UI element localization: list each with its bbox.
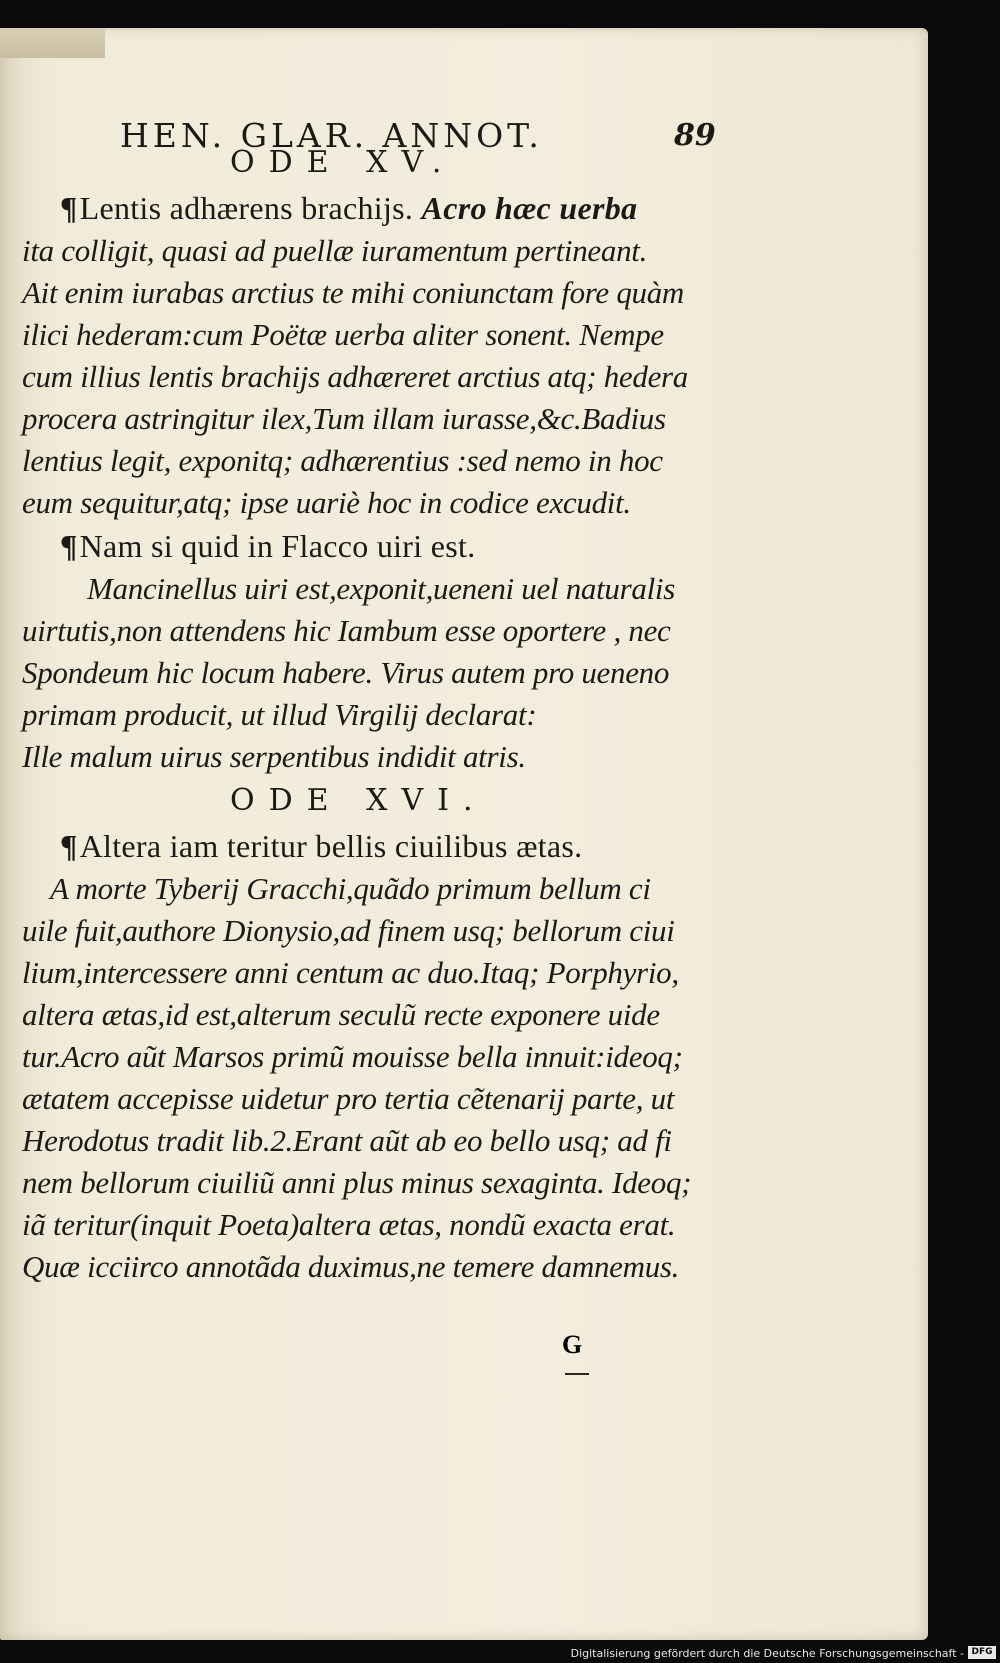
lemma-text: Nam si quid in Flacco uiri est.	[79, 528, 476, 564]
text-line: Herodotus tradit lib.2.Erant aũt ab eo bello usq; ad fi	[22, 1123, 672, 1158]
text-line: Quæ icciirco annotãda duximus,ne temere damnemus.	[22, 1249, 680, 1284]
text-line: ita colligit, quasi ad puellæ iuramentum pertineant.	[22, 233, 648, 268]
page-text-block	[22, 88, 722, 1288]
page-number: 89	[674, 118, 716, 153]
lemma-text: Lentis adhærens brachijs.	[79, 190, 414, 226]
text-line: Spondeum hic locum habere. Virus autem pro ueneno	[22, 655, 670, 690]
lemma-nam-si	[22, 524, 722, 568]
page-header	[22, 88, 722, 155]
lemma-text: Altera iam teritur bellis ciuilibus ætas.	[79, 828, 583, 864]
text-line: nem bellorum ciuiliũ anni plus minus sexaginta. Ideoq;	[22, 1165, 692, 1200]
ode-16-title: ODE XVI.	[230, 783, 487, 818]
text-line: A morte Tyberij Gracchi,quãdo primum bellum ci	[50, 871, 651, 906]
pilcrow-icon: ¶	[60, 528, 78, 564]
signature-rule	[565, 1373, 589, 1375]
text-line: Ait enim iurabas arctius te mihi coniunctam fore quàm	[22, 275, 685, 310]
book-page	[0, 28, 928, 1640]
text-line: uirtutis,non attendens hic Iambum esse oportere , nec	[22, 613, 671, 648]
text-line: cum illius lentis brachijs adhæreret arctius atq; hedera	[22, 359, 689, 394]
footer-credit: Digitalisierung gefördert durch die Deutsche Forschungsgemeinschaft -	[570, 1647, 964, 1660]
lemma-continuation: Acro hæc uerba	[421, 190, 638, 226]
text-line: iã teritur(inquit Poeta)altera ætas, nondũ exacta erat.	[22, 1207, 676, 1242]
running-head: HEN. GLAR. ANNOT.	[120, 116, 543, 155]
text-line: lentius legit, exponitq; adhærentius :sed nemo in hoc	[22, 443, 663, 478]
text-line: ætatem accepisse uidetur pro tertia cẽtenarij parte, ut	[22, 1081, 675, 1116]
text-line: tur.Acro aũt Marsos primũ mouisse bella innuit:ideoq;	[22, 1039, 683, 1074]
dfg-logo: DFG	[968, 1646, 996, 1659]
text-line: Mancinellus uiri est,exponit,ueneni uel naturalis	[87, 571, 675, 606]
lemma-lentis	[22, 186, 722, 230]
pilcrow-icon: ¶	[60, 190, 78, 226]
text-line: primam producit, ut illud Virgilij declarat:	[22, 697, 537, 732]
text-line: uile fuit,authore Dionysio,ad finem usq; bellorum ciui	[22, 913, 675, 948]
digitization-footer	[0, 1640, 1000, 1663]
quoted-verse: Ille malum uirus serpentibus indidit atris.	[22, 739, 526, 774]
text-line: procera astringitur ilex,Tum illam iurasse,&c.Badius	[22, 401, 666, 436]
ode-15-title: ODE XV.	[230, 145, 456, 180]
text-line: eum sequitur,atq; ipse uariè hoc in codice excudit.	[22, 485, 631, 520]
pilcrow-icon: ¶	[60, 828, 78, 864]
lemma-altera	[22, 824, 722, 868]
page-corner-shadow	[0, 28, 105, 58]
signature-mark: G	[562, 1330, 583, 1359]
text-line: ilici hederam:cum Poëtæ uerba aliter sonent. Nempe	[22, 317, 664, 352]
text-line: altera ætas,id est,alterum seculũ recte exponere uide	[22, 997, 660, 1032]
text-line: lium,intercessere anni centum ac duo.Itaq; Porphyrio,	[22, 955, 679, 990]
